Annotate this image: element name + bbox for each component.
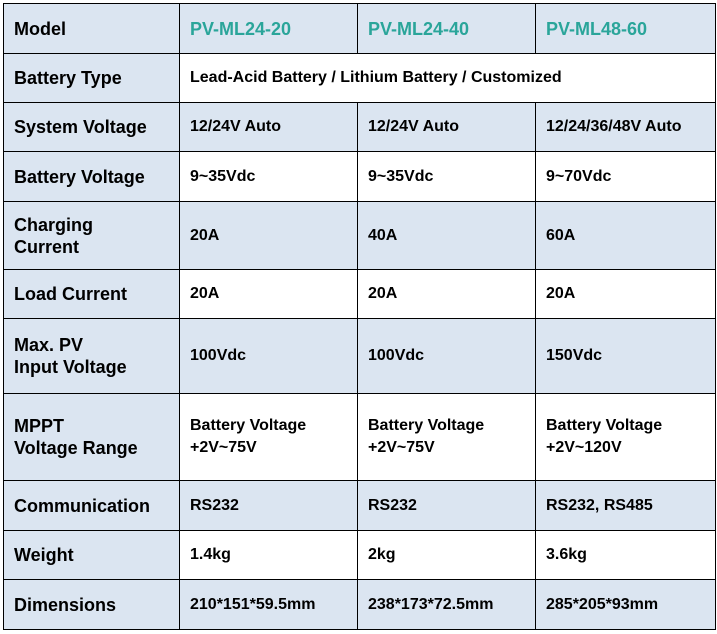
row-value-line: 60A	[546, 226, 576, 244]
row-value	[180, 202, 358, 270]
row-value-line: 2kg	[368, 546, 396, 563]
table-row	[4, 481, 716, 531]
row-label	[4, 270, 180, 319]
table-row	[4, 152, 716, 202]
model-name-3: PV-ML48-60	[536, 4, 716, 54]
row-value-line: 20A	[368, 285, 398, 302]
row-value-line: 1.4kg	[190, 546, 231, 563]
row-value	[536, 319, 716, 394]
row-label-line: Communication	[14, 495, 151, 516]
row-value	[536, 152, 716, 202]
row-label	[4, 152, 180, 202]
row-value	[536, 481, 716, 531]
row-label	[4, 202, 180, 270]
row-label-line: Weight	[14, 545, 74, 565]
spec-body	[4, 54, 716, 630]
row-value	[358, 152, 536, 202]
row-value	[358, 202, 536, 270]
row-value-line: 9~35Vdc	[190, 167, 256, 185]
row-value-line: 3.6kg	[546, 546, 587, 563]
row-value-line: 285*205*93mm	[546, 595, 659, 613]
row-value-line: 9~35Vdc	[368, 167, 434, 185]
row-value	[180, 103, 358, 152]
model-header-label: Model	[4, 4, 180, 54]
row-label-line: Current	[14, 236, 80, 257]
row-value-span: Lead-Acid Battery / Lithium Battery / Customized	[180, 54, 716, 103]
table-row	[4, 580, 716, 630]
row-value	[536, 202, 716, 270]
row-value	[358, 270, 536, 319]
row-value	[180, 481, 358, 531]
row-value-line: 12/24V Auto	[368, 118, 459, 135]
row-value-line: +2V~75V	[368, 439, 435, 456]
row-label	[4, 481, 180, 531]
row-value-line: RS232	[368, 496, 417, 514]
row-value-line: 210*151*59.5mm	[190, 595, 316, 613]
row-value-line: +2V~120V	[546, 439, 622, 456]
row-value-line: 12/24/36/48V Auto	[546, 118, 682, 135]
row-value	[358, 531, 536, 580]
row-label-line: Max. PV	[14, 335, 84, 355]
row-label	[4, 394, 180, 481]
row-label-line: MPPT	[14, 416, 65, 436]
row-value-line: 20A	[546, 285, 576, 302]
spec-table	[3, 3, 716, 630]
row-label-line: System Voltage	[14, 117, 147, 137]
row-value-line: RS232, RS485	[546, 496, 653, 514]
row-value-line: 100Vdc	[368, 347, 425, 364]
model-name-1: PV-ML24-20	[180, 4, 358, 54]
row-label	[4, 580, 180, 630]
row-value	[358, 580, 536, 630]
table-row	[4, 202, 716, 270]
row-value	[358, 394, 536, 481]
row-label-line: Battery Voltage	[14, 166, 145, 187]
row-label	[4, 54, 180, 103]
row-value	[358, 319, 536, 394]
row-label-line: Voltage Range	[14, 438, 138, 458]
table-row	[4, 319, 716, 394]
row-label-line: Dimensions	[14, 594, 117, 615]
row-label-line: Input Voltage	[14, 357, 127, 377]
row-value	[536, 394, 716, 481]
row-value	[536, 580, 716, 630]
row-value	[180, 394, 358, 481]
row-label	[4, 531, 180, 580]
row-value	[180, 319, 358, 394]
row-value-line: 9~70Vdc	[546, 167, 612, 185]
model-name-2: PV-ML24-40	[358, 4, 536, 54]
row-value	[180, 270, 358, 319]
row-value	[180, 152, 358, 202]
row-value-line: 20A	[190, 226, 220, 244]
row-value-line: 20A	[190, 285, 220, 302]
table-row	[4, 531, 716, 580]
row-value-line: Battery Voltage	[546, 417, 663, 434]
row-value	[536, 270, 716, 319]
row-label-line: Battery Type	[14, 68, 122, 88]
header-row	[4, 4, 716, 54]
row-label-line: Charging	[14, 214, 93, 235]
table-row	[4, 270, 716, 319]
row-label	[4, 319, 180, 394]
row-value	[536, 531, 716, 580]
row-value-line: +2V~75V	[190, 439, 257, 456]
row-label-line: Load Current	[14, 284, 128, 304]
row-value-line: 100Vdc	[190, 347, 247, 364]
row-value-line: RS232	[190, 496, 239, 514]
row-value	[180, 580, 358, 630]
row-value-line: Battery Voltage	[368, 417, 485, 434]
row-value	[358, 103, 536, 152]
row-value-line: 150Vdc	[546, 347, 603, 364]
row-value-line: Battery Voltage	[190, 417, 307, 434]
row-value	[358, 481, 536, 531]
table-row	[4, 103, 716, 152]
row-value	[536, 103, 716, 152]
row-value-line: 12/24V Auto	[190, 118, 281, 135]
row-value-line: 40A	[368, 226, 398, 244]
row-value-line: 238*173*72.5mm	[368, 595, 494, 613]
table-row	[4, 394, 716, 481]
row-label	[4, 103, 180, 152]
row-value	[180, 531, 358, 580]
table-row	[4, 54, 716, 103]
